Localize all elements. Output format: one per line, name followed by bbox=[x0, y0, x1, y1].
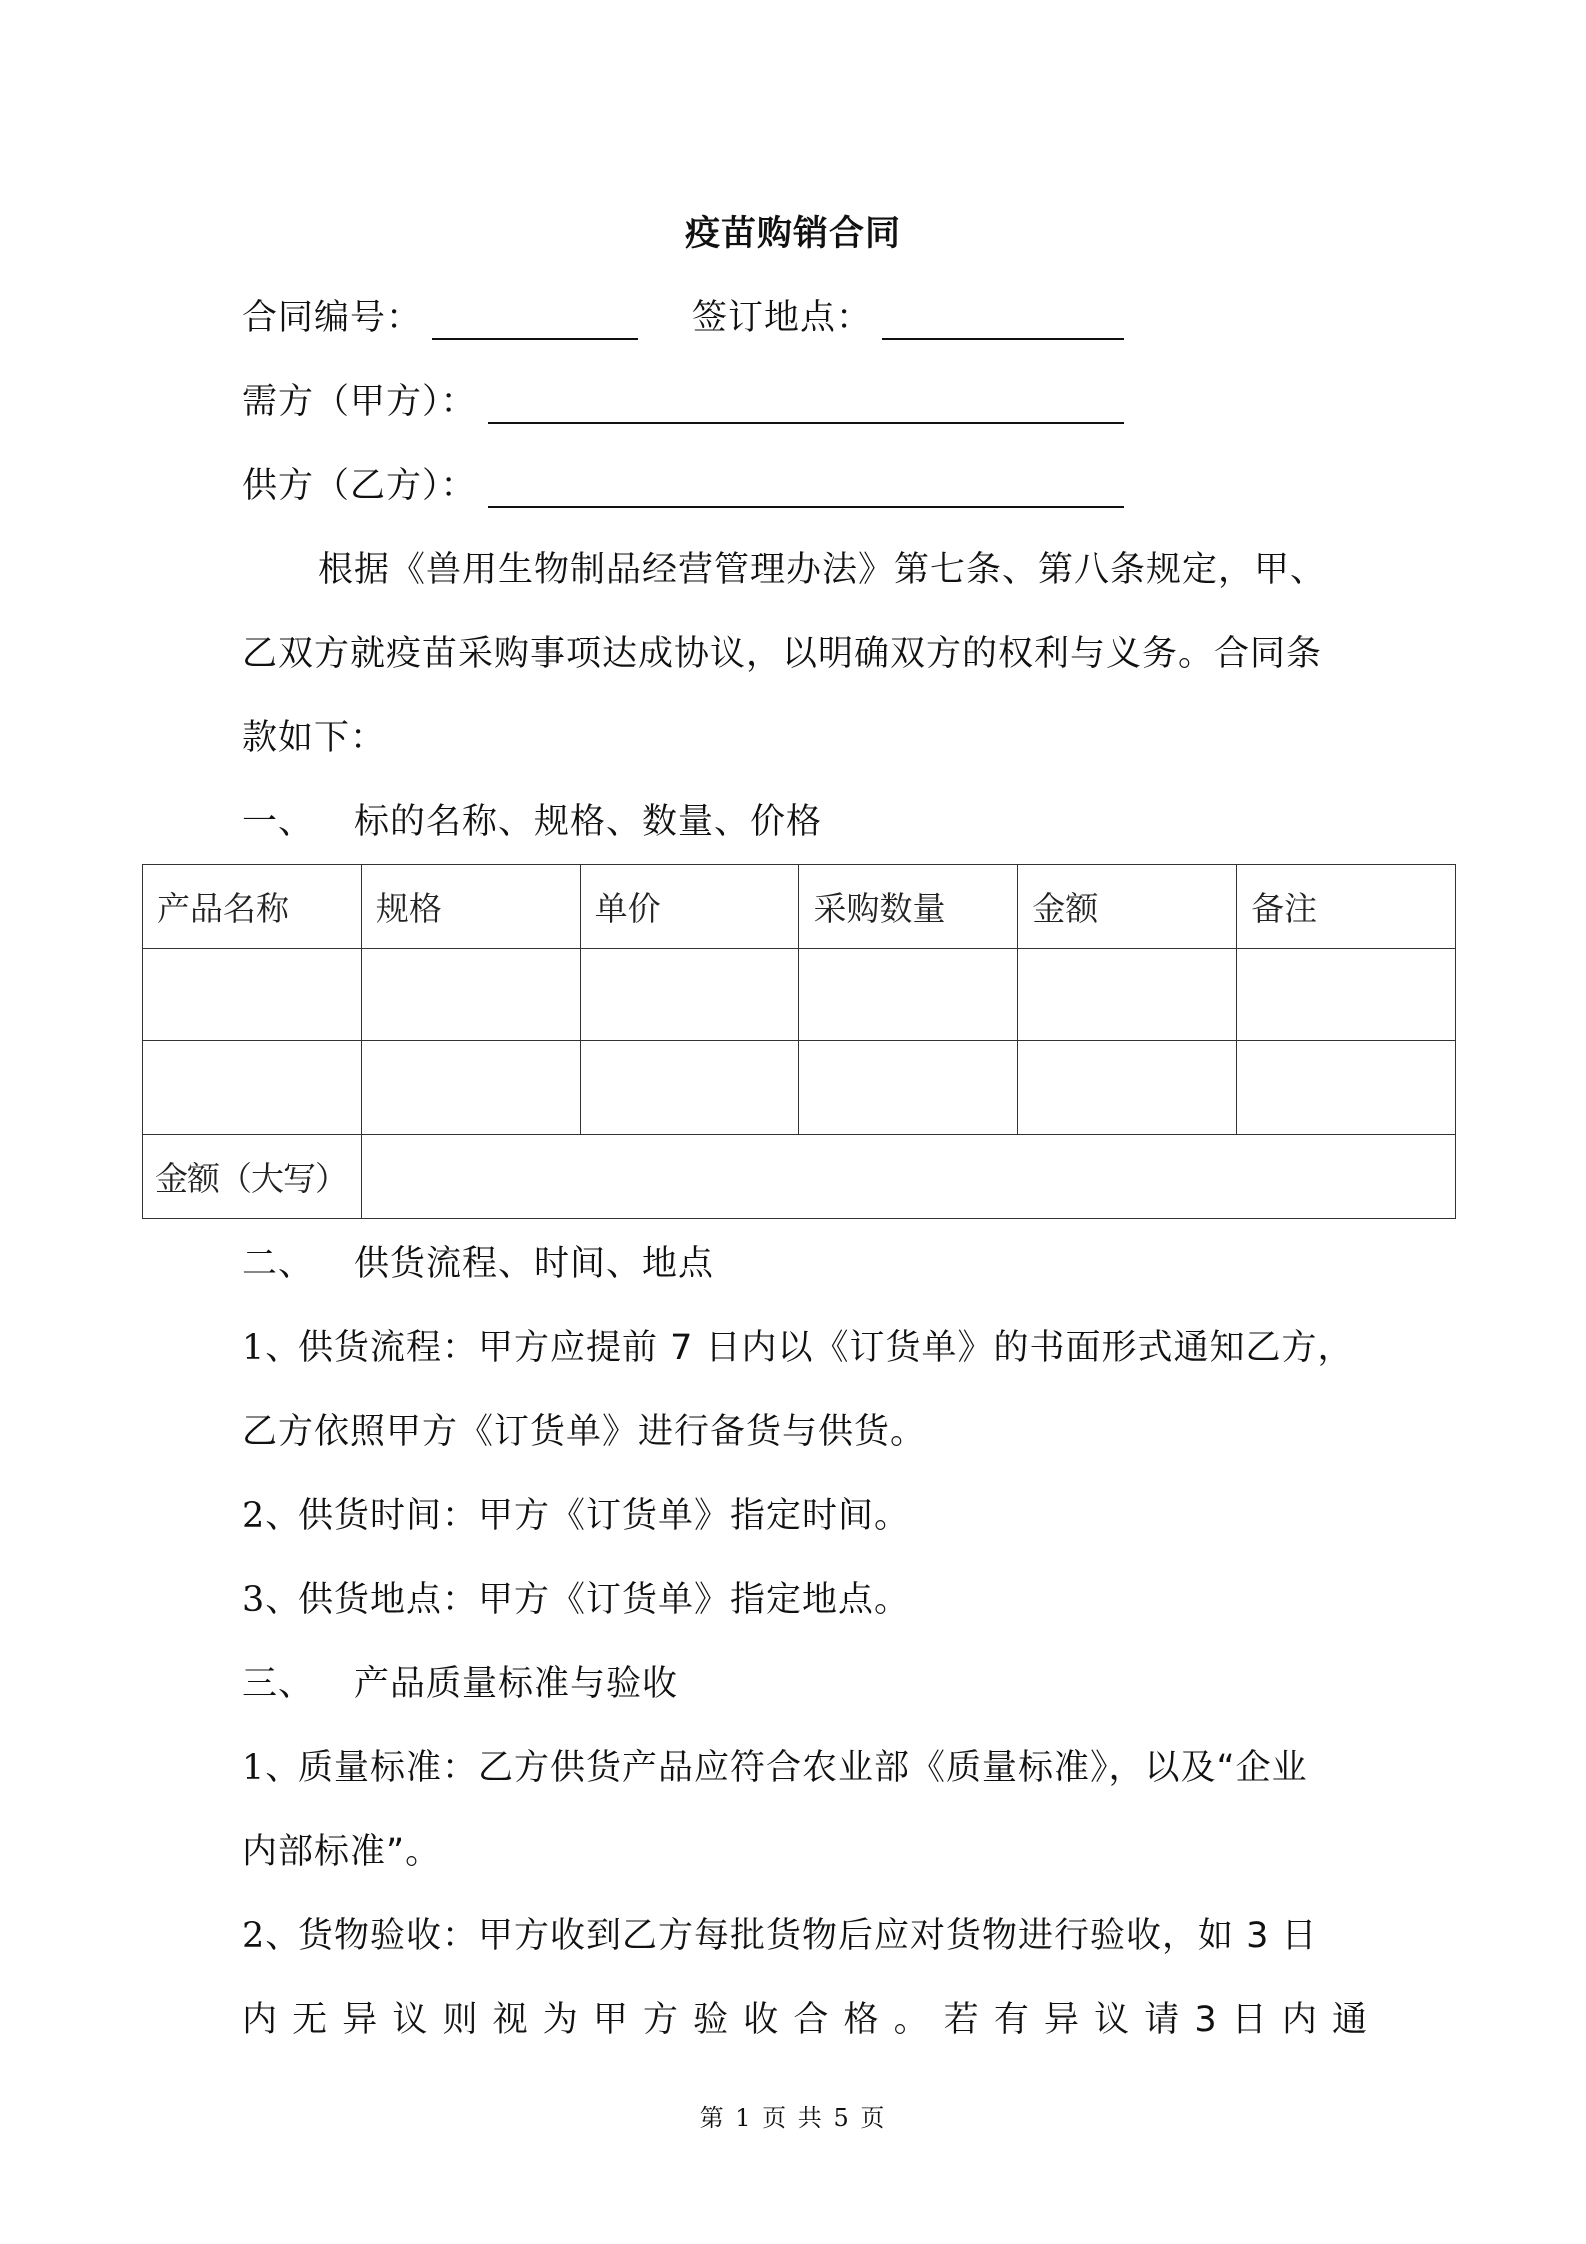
party-b-field[interactable] bbox=[488, 506, 1124, 508]
table-cell[interactable] bbox=[580, 1041, 799, 1135]
header-spec: 规格 bbox=[361, 865, 580, 949]
section-3-number: 三、 bbox=[242, 1664, 315, 1704]
table-cell[interactable] bbox=[799, 1041, 1018, 1135]
header-unit-price: 单价 bbox=[580, 865, 799, 949]
supply-time-line: 供货时间：甲方《订货单》指定时间。 bbox=[298, 1496, 911, 1536]
page-number: 第 1 页 共 5 页 bbox=[699, 2104, 887, 2132]
goods-acceptance-line-1: 货物验收：甲方收到乙方每批货物后应对货物进行验收，如 3 日 bbox=[298, 1916, 1318, 1956]
supply-process-line-2: 乙方依照甲方《订货单》进行备货与供货。 bbox=[242, 1412, 927, 1452]
contract-number-field[interactable] bbox=[432, 338, 638, 340]
table-cell[interactable] bbox=[361, 949, 580, 1041]
item-number: 2、 bbox=[242, 1916, 302, 1956]
quality-standard-line-2: 内部标准”。 bbox=[242, 1832, 442, 1872]
sign-place-label: 签订地点： bbox=[692, 298, 873, 338]
party-b-label: 供方（乙方）： bbox=[242, 466, 477, 506]
section-1-number: 一、 bbox=[242, 802, 315, 842]
table-cell[interactable] bbox=[1018, 949, 1237, 1041]
intro-line-2: 乙双方就疫苗采购事项达成协议，以明确双方的权利与义务。合同条 bbox=[242, 634, 1323, 674]
header-quantity: 采购数量 bbox=[799, 865, 1018, 949]
supply-place-line: 供货地点：甲方《订货单》指定地点。 bbox=[298, 1580, 911, 1620]
section-2-heading: 供货流程、时间、地点 bbox=[354, 1244, 715, 1284]
header-product-name: 产品名称 bbox=[143, 865, 362, 949]
header-amount: 金额 bbox=[1018, 865, 1237, 949]
item-number: 2、 bbox=[242, 1496, 302, 1536]
sign-place-field[interactable] bbox=[882, 338, 1124, 340]
header-remarks: 备注 bbox=[1237, 865, 1456, 949]
table-cell[interactable] bbox=[143, 949, 362, 1041]
table-row bbox=[143, 1041, 1456, 1135]
document-title: 疫苗购销合同 bbox=[684, 214, 901, 254]
supply-process-line-1: 供货流程：甲方应提前 7 日内以《订货单》的书面形式通知乙方， bbox=[298, 1328, 1354, 1368]
items-table bbox=[142, 864, 1456, 1219]
intro-line-1: 根据《兽用生物制品经营管理办法》第七条、第八条规定，甲、 bbox=[318, 550, 1327, 590]
party-a-label: 需方（甲方）： bbox=[242, 382, 477, 422]
table-cell[interactable] bbox=[1237, 1041, 1456, 1135]
table-cell[interactable] bbox=[361, 1041, 580, 1135]
table-cell[interactable] bbox=[799, 949, 1018, 1041]
table-header-row bbox=[143, 865, 1456, 949]
section-3-heading: 产品质量标准与验收 bbox=[354, 1664, 679, 1704]
table-total-row bbox=[143, 1135, 1456, 1219]
item-number: 3、 bbox=[242, 1580, 302, 1620]
section-1-heading: 标的名称、规格、数量、价格 bbox=[354, 802, 823, 842]
section-2-number: 二、 bbox=[242, 1244, 315, 1284]
item-number: 1、 bbox=[242, 1748, 302, 1788]
table-cell[interactable] bbox=[143, 1041, 362, 1135]
intro-line-3: 款如下： bbox=[242, 718, 387, 758]
goods-acceptance-line-2: 内 无 异 议 则 视 为 甲 方 验 收 合 格 。 若 有 异 议 请 3 日 内 通 bbox=[242, 2000, 1370, 2040]
table-cell[interactable] bbox=[1018, 1041, 1237, 1135]
quality-standard-line-1: 质量标准：乙方供货产品应符合农业部《质量标准》，以及“企业 bbox=[298, 1748, 1308, 1788]
total-amount-cell[interactable] bbox=[361, 1135, 1455, 1219]
total-amount-label: 金额（大写） bbox=[143, 1135, 362, 1219]
table-cell[interactable] bbox=[580, 949, 799, 1041]
item-number: 1、 bbox=[242, 1328, 302, 1368]
table-cell[interactable] bbox=[1237, 949, 1456, 1041]
contract-number-label: 合同编号： bbox=[242, 298, 423, 338]
party-a-field[interactable] bbox=[488, 422, 1124, 424]
table-row bbox=[143, 949, 1456, 1041]
